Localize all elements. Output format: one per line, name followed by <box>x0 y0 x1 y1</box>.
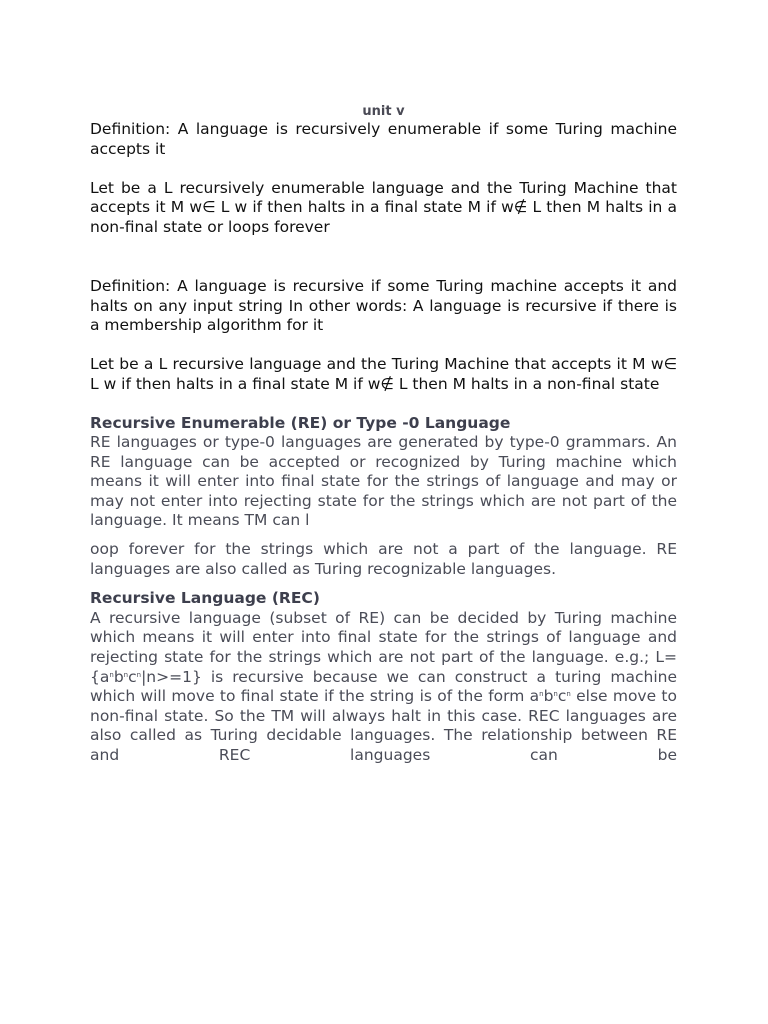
re-body-part1: RE languages or type-0 languages are generated by type-0 grammars. An RE language can be accepted or recognized by Turing machine which means it will enter into final state for the strings of language and may or may not enter into rejecting state for the strings which are not part of the language. It means TM can l <box>90 433 677 530</box>
superscript-n-1: n <box>109 670 114 679</box>
heading-re-type0: Recursive Enumerable (RE) or Type -0 Language <box>90 413 511 432</box>
rec-body <box>90 609 677 766</box>
definition-re: Definition: A language is recursively enumerable if some Turing machine accepts it <box>90 120 677 158</box>
definition-recursive: Definition: A language is recursive if some Turing machine accepts it and halts on any input string In other words: A language is recursive if there is a membership algorithm for it <box>90 276 677 335</box>
rec-letter-b-2: b <box>543 687 554 706</box>
rec-body-text-a: A recursive language (subset of RE) can be decided by Turing machine which means it will enter into final state for the strings of language and rejecting state for the strings which are not part of the language. e.g.; L= {a <box>90 608 677 686</box>
re-language-paragraph: Let be a L recursively enumerable language and the Turing Machine that accepts it M w∈ L w if then halts in a final state M if w∉ L then M halts in a non-final state or loops forever <box>90 178 677 236</box>
superscript-n-4: n <box>539 690 544 699</box>
superscript-n-5: n <box>553 690 558 699</box>
document-content <box>90 104 677 766</box>
rec-body-text-c: else move to non-final state. So the TM will always halt in this case. REC languages are also called as Turing decidable languages. The relationship between RE and REC languages can be <box>90 687 677 765</box>
recursive-language-paragraph: Let be a L recursive language and the Turing Machine that accepts it M w∈ L w if then halts in a final state M if w∉ L then M halts in a non-final state <box>90 355 677 393</box>
superscript-n-6: n <box>566 690 571 699</box>
rec-letter-b-1: b <box>113 667 124 686</box>
superscript-n-3: n <box>136 670 142 679</box>
rec-body-text-b: |n>=1} is recursive because we can construct a turing machine which will move to final state if the string is of the form a <box>90 667 677 706</box>
unit-title: unit v <box>362 104 405 119</box>
re-body-part2: oop forever for the strings which are not a part of the language. RE languages are also called as Turing recognizable languages. <box>90 540 677 578</box>
superscript-n-2: n <box>123 670 129 679</box>
rec-letter-c-1: c <box>128 667 137 686</box>
heading-rec: Recursive Language (REC) <box>90 589 320 608</box>
rec-letter-c-2: c <box>557 687 567 706</box>
